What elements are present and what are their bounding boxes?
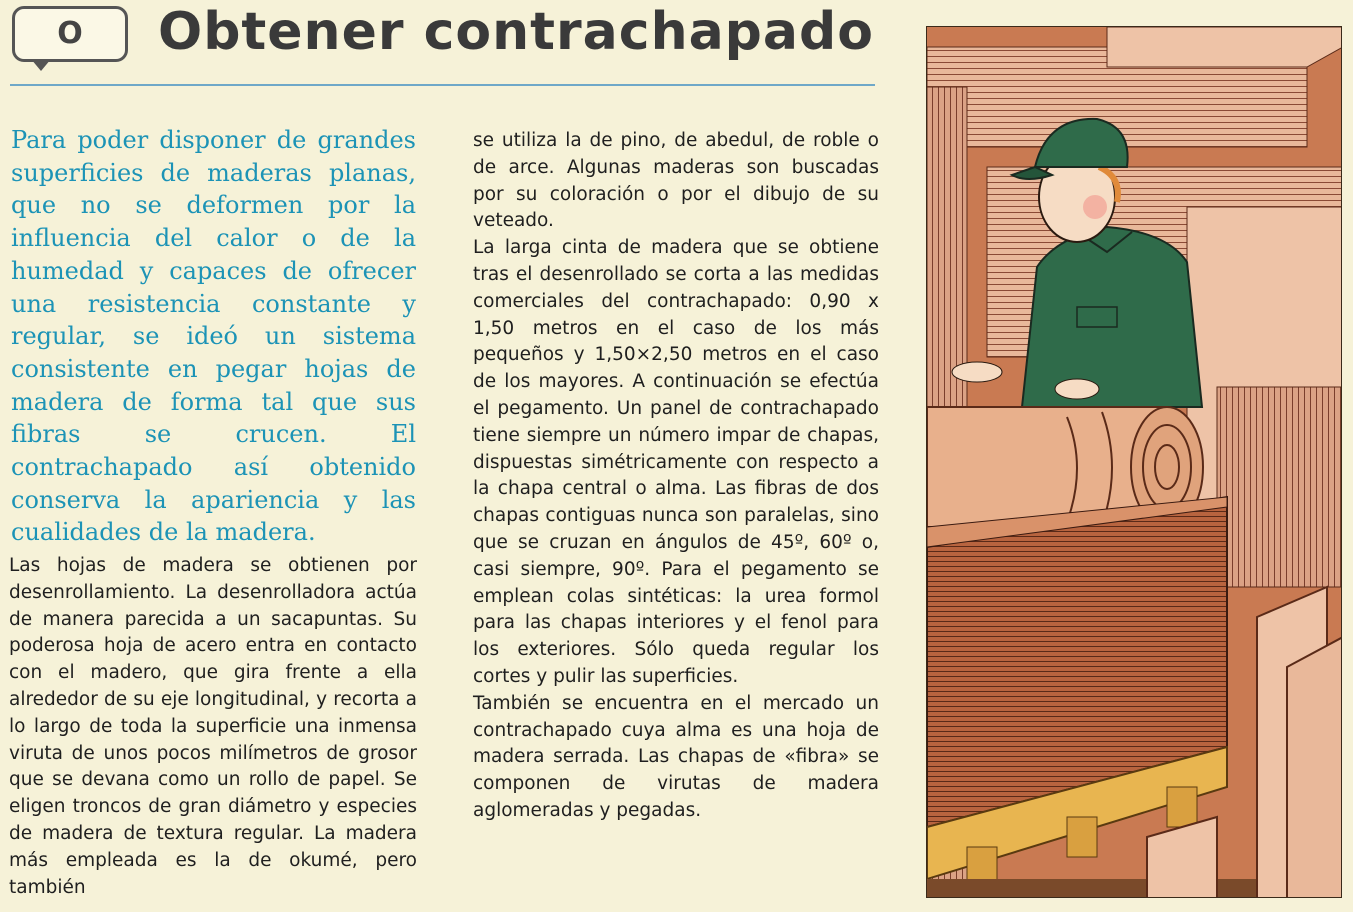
body-paragraph: También se encuentra en el mercado un contrachapado cuya alma es una hoja de madera serrada. Las chapas de «fibra» se componen de virutas de madera aglomeradas y pegadas.: [473, 692, 879, 821]
body-paragraph: Las hojas de madera se obtienen por desenrollamiento. La desenrolladora actúa de manera parecida a un sacapuntas. Su poderosa hoja de acero entra en contacto con el madero, que gira frente a ella alrededor de su eje longitudinal, y recorta a lo largo de toda la superficie una inmensa viruta de unos pocos milímetros de grosor que se devana como un rollo de papel. Se eligen troncos de gran diámetro y especies de madera de textura regular. La madera más empleada es la de okumé, pero también: [9, 555, 417, 898]
worker-hand-left: [952, 362, 1002, 382]
section-badge: [12, 6, 128, 62]
body-paragraph: se utiliza la de pino, de abedul, de roble o de arce. Algunas maderas son buscadas por su coloración o por el dibujo de su veteado.: [473, 130, 879, 232]
leaning-sheet: [1287, 637, 1342, 898]
body-column-middle: [473, 128, 879, 825]
worker-jacket: [1022, 227, 1202, 407]
plywood-worker-drawing: [927, 27, 1342, 898]
page-title: Obtener contrachapado: [158, 2, 874, 62]
intro-paragraph: Para poder disponer de grandes superficies de maderas planas, que no se deformen por la influencia del calor o de la humedad y capaces de ofrecer una resistencia constante y regular, se ideó un sistema consistente en pegar hojas de madera de forma tal que sus fibras se crucen. El contrachapado así obtenido conserva la apariencia y las cualidades de la madera.: [11, 126, 416, 547]
body-paragraph: La larga cinta de madera que se obtiene tras el desenrollado se corta a las medidas comerciales del contrachapado: 0,90 x 1,50 metros en el caso de los más pequeños y 1,50×2,50 metros en el caso de los mayores. A continuación se efectúa el pegamento. Un panel de contrachapado tiene siempre un número impar de chapas, dispuestas simétricamente con respecto a la chapa central o alma. Las fibras de dos chapas contiguas nunca son paralelas, sino que se cruzan en ángulos de 45º, 60º o, casi siempre, 90º. Para el pegamento se emplean colas sintéticas: la urea formol para las chapas interiores y el fenol para los exteriores. Sólo queda regular los cortes y pulir las superficies.: [473, 237, 879, 687]
intro-block: [11, 124, 416, 549]
pallet-block: [1067, 817, 1097, 857]
title-divider: [10, 84, 875, 86]
worker-hand-right: [1055, 379, 1099, 399]
plywood-stack-side: [1217, 387, 1342, 587]
pallet-block: [1167, 787, 1197, 827]
worker-cheek: [1083, 195, 1107, 219]
plywood-illustration: [926, 26, 1342, 898]
body-column-left: [9, 553, 417, 901]
plywood-stack-top-face: [1107, 27, 1342, 67]
section-badge-letter: O: [57, 16, 83, 51]
